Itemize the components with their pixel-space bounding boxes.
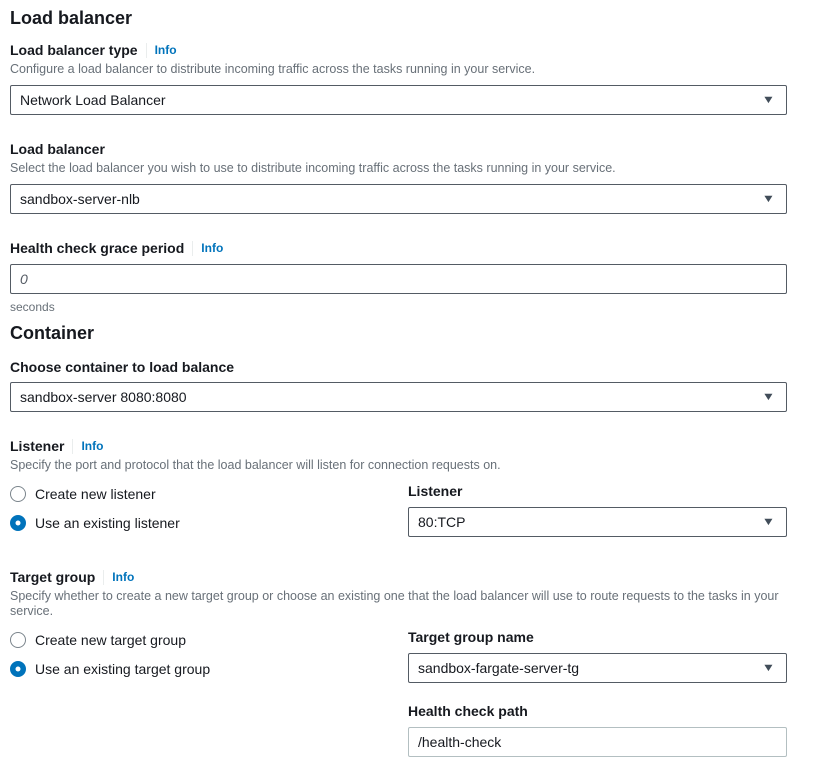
field-load-balancer — [10, 141, 787, 214]
load-balancer-select[interactable] — [10, 184, 787, 214]
field-grace-period — [10, 240, 787, 314]
label-divider — [103, 570, 104, 585]
label-divider — [192, 241, 193, 256]
field-health-check-path — [408, 703, 787, 757]
field-listener-select — [408, 483, 787, 537]
info-link-grace-period[interactable]: Info — [201, 241, 224, 255]
choose-container-label: Choose container to load balance — [10, 359, 235, 375]
label-divider — [72, 439, 73, 454]
radio-label: Use an existing listener — [35, 515, 180, 531]
grace-period-input[interactable] — [10, 264, 787, 294]
load-balancer-type-select[interactable] — [10, 85, 787, 115]
info-link-listener[interactable]: Info — [81, 439, 104, 453]
target-group-group — [10, 569, 787, 757]
target-group-label: Target group — [10, 569, 96, 585]
radio-label: Create new target group — [35, 632, 186, 648]
load-balancer-type-label: Load balancer type — [10, 42, 138, 58]
radio-circle-icon — [10, 486, 26, 502]
chevron-down-icon: ▼ — [761, 515, 776, 528]
load-balancer-label: Load balancer — [10, 141, 105, 157]
radio-circle-icon — [10, 632, 26, 648]
health-check-path-label: Health check path — [408, 703, 528, 719]
container-select[interactable] — [10, 382, 787, 412]
load-balancer-type-selected-value: Network Load Balancer — [20, 92, 166, 108]
field-choose-container — [10, 359, 787, 412]
info-link-load-balancer-type[interactable]: Info — [154, 43, 177, 57]
chevron-down-icon: ▼ — [761, 661, 776, 674]
radio-circle-icon — [10, 515, 26, 531]
listener-group-label: Listener — [10, 438, 65, 454]
listener-select[interactable] — [408, 507, 787, 537]
listener-select-label: Listener — [408, 483, 463, 499]
listener-description: Specify the port and protocol that the load balancer will listen for connection requests on. — [10, 458, 501, 472]
listener-selected-value: 80:TCP — [418, 514, 466, 530]
radio-create-new-target-group[interactable] — [10, 631, 408, 649]
info-link-target-group[interactable]: Info — [112, 570, 135, 584]
radio-use-existing-listener[interactable] — [10, 514, 408, 532]
field-target-group-name — [408, 629, 787, 683]
grace-period-label: Health check grace period — [10, 240, 185, 256]
load-balancer-selected-value: sandbox-server-nlb — [20, 191, 140, 207]
target-group-name-select[interactable] — [408, 653, 787, 683]
radio-label: Create new listener — [35, 486, 156, 502]
radio-circle-icon — [10, 661, 26, 677]
radio-use-existing-target-group[interactable] — [10, 660, 408, 678]
health-check-path-input[interactable] — [408, 727, 787, 757]
grace-period-unit: seconds — [10, 300, 55, 314]
load-balancer-type-description: Configure a load balancer to distribute incoming traffic across the tasks running in your service. — [10, 62, 536, 76]
section-heading-container: Container — [10, 323, 95, 343]
target-group-name-label: Target group name — [408, 629, 534, 645]
field-load-balancer-type — [10, 42, 787, 115]
chevron-down-icon: ▼ — [761, 192, 776, 205]
chevron-down-icon: ▼ — [761, 93, 776, 106]
listener-group — [10, 438, 787, 543]
radio-create-new-listener[interactable] — [10, 485, 408, 503]
section-heading-load-balancer: Load balancer — [10, 8, 133, 28]
label-divider — [146, 43, 147, 58]
load-balancer-description: Select the load balancer you wish to use to distribute incoming traffic across the tasks running in your service. — [10, 161, 616, 175]
container-selected-value: sandbox-server 8080:8080 — [20, 389, 187, 405]
target-group-name-selected-value: sandbox-fargate-server-tg — [418, 660, 580, 676]
radio-label: Use an existing target group — [35, 661, 211, 677]
target-group-description: Specify whether to create a new target group or choose an existing one that the load balancer will use to route requests to the tasks in your service. — [10, 589, 779, 618]
chevron-down-icon: ▼ — [761, 390, 776, 403]
